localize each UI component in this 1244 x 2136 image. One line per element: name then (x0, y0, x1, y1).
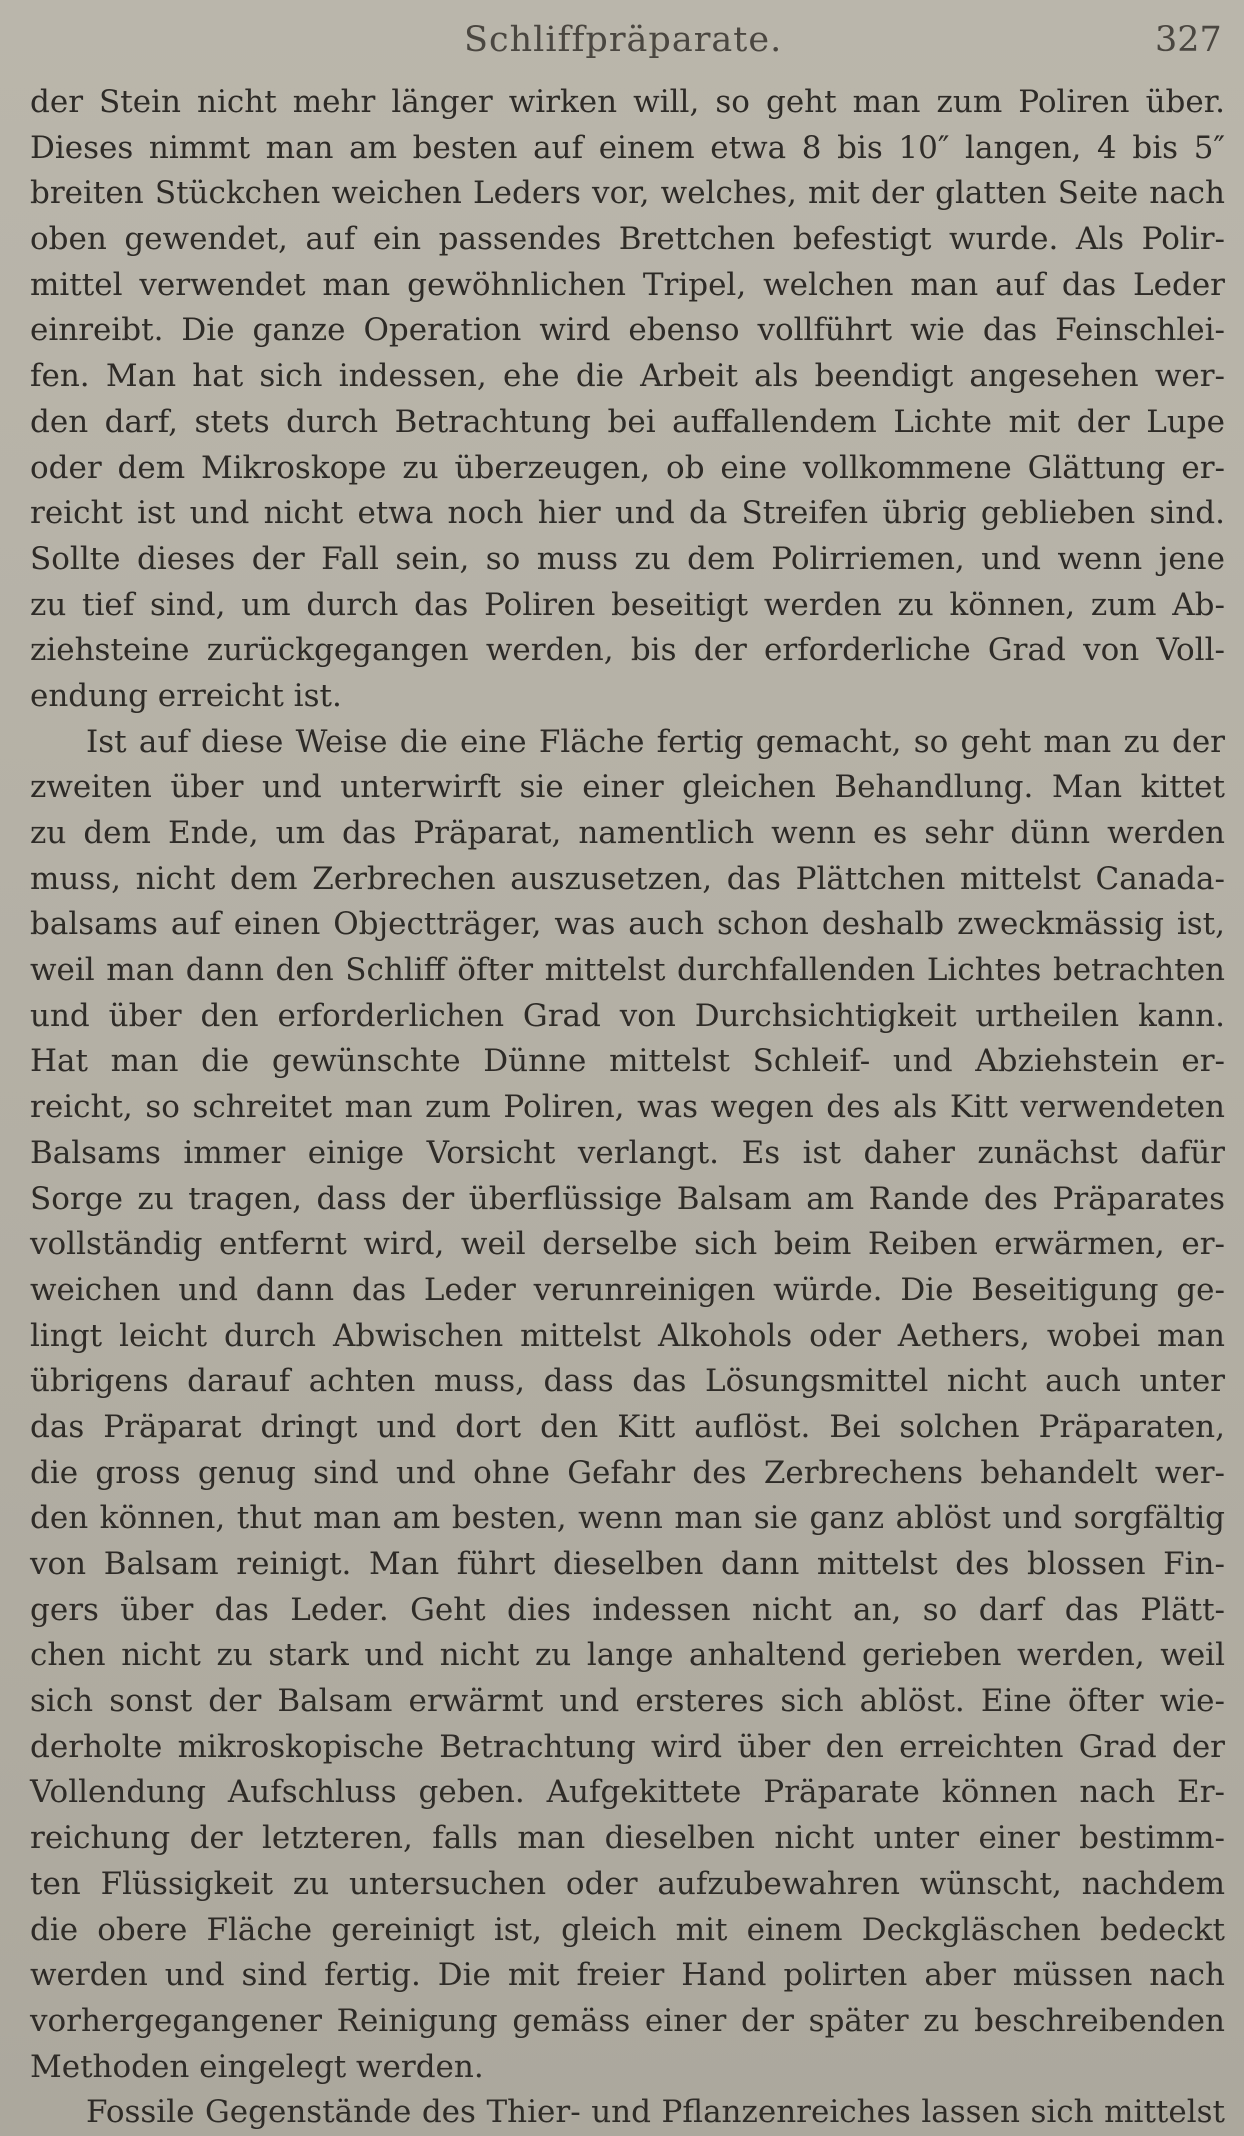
text-line: von Balsam reinigt. Man führt dieselben dann mittelst des blossen Fin- (30, 1546, 1225, 1582)
running-title: Schliffpräparate. (464, 20, 783, 60)
text-line: einreibt. Die ganze Operation wird ebenso vollführt wie das Feinschlei- (30, 312, 1225, 349)
text-line: weichen und dann das Leder verunreinigen würde. Die Beseitigung ge- (30, 1271, 1225, 1308)
text-line: die gross genug sind und ohne Gefahr des Zerbrechens behandelt wer- (30, 1454, 1225, 1491)
text-line: reicht, so schreitet man zum Poliren, was wegen des als Kitt verwendeten (30, 1089, 1225, 1126)
text-line: zu dem Ende, um das Präparat, namentlich wenn es sehr dünn werden (30, 815, 1225, 851)
text-line: Methoden eingelegt werden. (30, 2048, 484, 2085)
text-line: breiten Stückchen weichen Leders vor, welches, mit der glatten Seite nach (30, 175, 1225, 212)
text-line: und über den erforderlichen Grad von Durchsichtigkeit urtheilen kann. (30, 997, 1225, 1034)
text-line: vorhergegangener Reinigung gemäss einer der später zu beschreibenden (30, 2002, 1225, 2039)
text-line: werden und sind fertig. Die mit freier Hand polirten aber müssen nach (30, 1957, 1225, 1994)
text-line: Vollendung Aufschluss geben. Aufgekittete Präparate können nach Er- (30, 1774, 1225, 1811)
text-line: den können, thut man am besten, wenn man sie ganz ablöst und sorgfältig (30, 1500, 1225, 1537)
text-line: muss, nicht dem Zerbrechen auszusetzen, das Plättchen mittelst Canada- (30, 860, 1225, 897)
text-line: sich sonst der Balsam erwärmt und ersteres sich ablöst. Eine öfter wie- (30, 1683, 1225, 1720)
text-line: zweiten über und unterwirft sie einer gleichen Behandlung. Man kittet (30, 769, 1225, 806)
text-line: Dieses nimmt man am besten auf einem etwa 8 bis 10″ langen, 4 bis 5″ (30, 129, 1225, 166)
text-line: oder dem Mikroskope zu überzeugen, ob eine vollkommene Glättung er- (30, 449, 1225, 486)
text-line: ten Flüssigkeit zu untersuchen oder aufzubewahren wünscht, nachdem (30, 1865, 1225, 1902)
text-line: zu tief sind, um durch das Poliren beseitigt werden zu können, zum Ab- (30, 586, 1225, 623)
text-line: den darf, stets durch Betrachtung bei auffallendem Lichte mit der Lupe (30, 403, 1225, 440)
text-line: übrigens darauf achten muss, dass das Lösungsmittel nicht auch unter (30, 1363, 1225, 1400)
text-line: Sorge zu tragen, dass der überflüssige Balsam am Rande des Präparates (30, 1180, 1225, 1217)
text-line: vollständig entfernt wird, weil derselbe sich beim Reiben erwärmen, er- (30, 1226, 1225, 1263)
text-line: balsams auf einen Objectträger, was auch schon deshalb zweckmässig ist, (30, 906, 1225, 943)
text-line: chen nicht zu stark und nicht zu lange anhaltend gerieben werden, weil (30, 1637, 1225, 1674)
text-line: reicht ist und nicht etwa noch hier und da Streifen übrig geblieben sind. (30, 495, 1225, 532)
text-line: ziehsteine zurückgegangen werden, bis der erforderliche Grad von Voll- (30, 632, 1225, 669)
text-line: Sollte dieses der Fall sein, so muss zu dem Polirriemen, und wenn jene (30, 540, 1225, 577)
text-line: der Stein nicht mehr länger wirken will, so geht man zum Poliren über. (30, 84, 1225, 120)
text-line: mittel verwendet man gewöhnlichen Tripel, welchen man auf das Leder (30, 266, 1225, 303)
text-line: die obere Fläche gereinigt ist, gleich mit einem Deckgläschen bedeckt (30, 1911, 1225, 1948)
text-line: Balsams immer einige Vorsicht verlangt. Es ist daher zunächst dafür (30, 1134, 1225, 1171)
text-line: Ist auf diese Weise die eine Fläche fertig gemacht, so geht man zu der (86, 723, 1225, 760)
text-line: reichung der letzteren, falls man dieselben nicht unter einer bestimm- (30, 1820, 1225, 1857)
text-line: endung erreicht ist. (30, 677, 342, 714)
text-line: fen. Man hat sich indessen, ehe die Arbeit als beendigt angesehen wer- (30, 358, 1225, 395)
text-line: oben gewendet, auf ein passendes Brettchen befestigt wurde. Als Polir- (30, 221, 1225, 258)
text-line: Hat man die gewünschte Dünne mittelst Schleif- und Abziehstein er- (30, 1043, 1225, 1080)
text-line: gers über das Leder. Geht dies indessen nicht an, so darf das Plätt- (30, 1591, 1225, 1628)
text-line: Fossile Gegenstände des Thier- und Pflanzenreiches lassen sich mittelst (86, 2094, 1225, 2131)
body-text (30, 80, 1225, 2136)
page-header (0, 20, 1244, 68)
text-line: derholte mikroskopische Betrachtung wird über den erreichten Grad der (30, 1728, 1225, 1765)
page-number: 327 (1155, 20, 1222, 60)
text-line: weil man dann den Schliff öfter mittelst durchfallenden Lichtes betrachten (30, 952, 1225, 989)
text-line: lingt leicht durch Abwischen mittelst Alkohols oder Aethers, wobei man (30, 1317, 1225, 1354)
text-line: das Präparat dringt und dort den Kitt auflöst. Bei solchen Präparaten, (30, 1408, 1225, 1445)
